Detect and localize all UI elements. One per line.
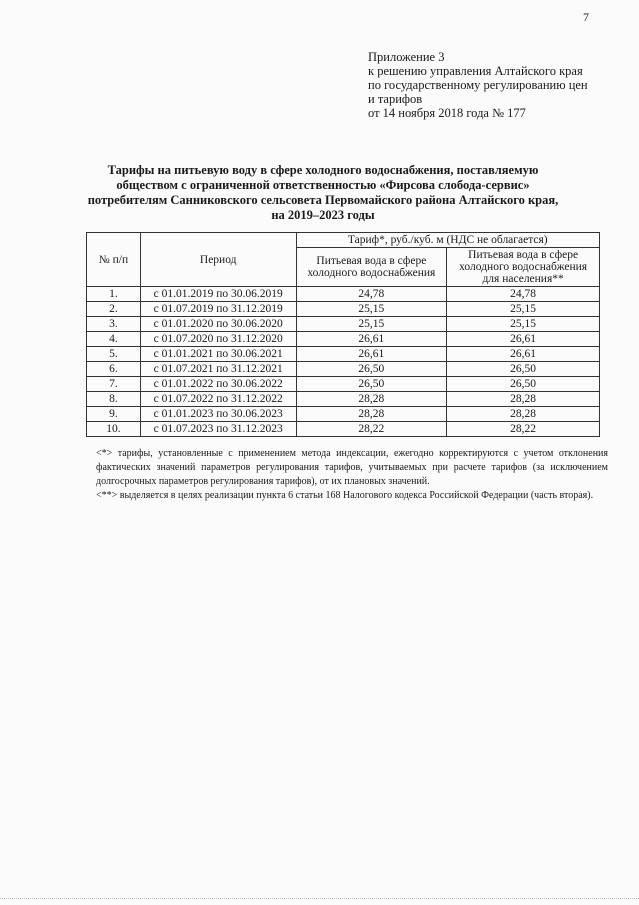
cell-population: 25,15 — [447, 302, 600, 317]
cell-number: 10. — [87, 422, 141, 437]
header-water: Питьевая вода в сфере холодного водоснабжения — [296, 248, 447, 287]
header-water-population: Питьевая вода в сфере холодного водоснабжения для населения** — [447, 248, 600, 287]
cell-number: 6. — [87, 362, 141, 377]
table-row — [87, 422, 600, 437]
appendix-line: и тарифов — [368, 92, 423, 106]
cell-population: 28,22 — [447, 422, 600, 437]
footnote-2: <**> выделяется в целях реализации пункта 6 статьи 168 Налогового кодекса Российской Федерации (часть вторая). — [96, 490, 594, 501]
page-number: 7 — [583, 10, 589, 24]
cell-number: 9. — [87, 407, 141, 422]
cell-population: 25,15 — [447, 317, 600, 332]
appendix-line: от 14 ноября 2018 года № 177 — [368, 106, 526, 120]
table-row — [87, 347, 600, 362]
cell-population: 24,78 — [447, 287, 600, 302]
footnote-1: <*> тарифы, установленные с применением метода индексации, ежегодно корректируются с учетом отклонения фактических значений параметров регулирования тарифов, учитываемых при расчете тарифов (за исключением долгосрочных параметров регулирования тарифов), от их плановых значений. — [96, 448, 608, 487]
appendix-header — [368, 50, 618, 120]
header-number: № п/п — [87, 233, 141, 287]
cell-period: с 01.07.2020 по 31.12.2020 — [140, 332, 296, 347]
appendix-line: Приложение 3 — [368, 50, 445, 64]
cell-water: 25,15 — [296, 302, 447, 317]
cell-number: 5. — [87, 347, 141, 362]
table-row — [87, 377, 600, 392]
table-header-row — [87, 233, 600, 248]
cell-water: 26,50 — [296, 362, 447, 377]
cell-water: 26,50 — [296, 377, 447, 392]
appendix-line: по государственному регулированию цен — [368, 78, 588, 92]
cell-number: 8. — [87, 392, 141, 407]
cell-population: 26,61 — [447, 347, 600, 362]
cell-water: 28,28 — [296, 407, 447, 422]
cell-period: с 01.07.2019 по 31.12.2019 — [140, 302, 296, 317]
table-row — [87, 392, 600, 407]
cell-period: с 01.01.2020 по 30.06.2020 — [140, 317, 296, 332]
title-line: обществом с ограниченной ответственностью «Фирсова слобода-сервис» — [116, 178, 530, 192]
document-title — [78, 163, 568, 223]
table-row — [87, 407, 600, 422]
title-line: потребителям Санниковского сельсовета Первомайского района Алтайского края, — [87, 193, 559, 207]
cell-number: 3. — [87, 317, 141, 332]
cell-water: 26,61 — [296, 347, 447, 362]
cell-water: 28,22 — [296, 422, 447, 437]
table-row — [87, 332, 600, 347]
cell-period: с 01.07.2021 по 31.12.2021 — [140, 362, 296, 377]
cell-water: 28,28 — [296, 392, 447, 407]
cell-period: с 01.01.2019 по 30.06.2019 — [140, 287, 296, 302]
table-row — [87, 362, 600, 377]
cell-period: с 01.01.2021 по 30.06.2021 — [140, 347, 296, 362]
tariff-table — [86, 232, 600, 437]
cell-number: 7. — [87, 377, 141, 392]
cell-population: 26,61 — [447, 332, 600, 347]
header-tariff-group: Тариф*, руб./куб. м (НДС не облагается) — [296, 233, 600, 248]
title-line: на 2019–2023 годы — [271, 208, 375, 222]
cell-period: с 01.07.2023 по 31.12.2023 — [140, 422, 296, 437]
header-period: Период — [140, 233, 296, 287]
cell-number: 1. — [87, 287, 141, 302]
table-row — [87, 287, 600, 302]
cell-population: 28,28 — [447, 407, 600, 422]
table-row — [87, 317, 600, 332]
footnotes — [96, 447, 608, 503]
cell-water: 24,78 — [296, 287, 447, 302]
scan-edge-line — [0, 898, 639, 899]
table-body — [87, 287, 600, 437]
cell-period: с 01.07.2022 по 31.12.2022 — [140, 392, 296, 407]
cell-population: 26,50 — [447, 377, 600, 392]
cell-period: с 01.01.2023 по 30.06.2023 — [140, 407, 296, 422]
title-line: Тарифы на питьевую воду в сфере холодного водоснабжения, поставляемую — [107, 163, 539, 177]
table-row — [87, 302, 600, 317]
cell-population: 28,28 — [447, 392, 600, 407]
appendix-line: к решению управления Алтайского края — [368, 64, 583, 78]
cell-water: 25,15 — [296, 317, 447, 332]
cell-number: 4. — [87, 332, 141, 347]
cell-period: с 01.01.2022 по 30.06.2022 — [140, 377, 296, 392]
cell-water: 26,61 — [296, 332, 447, 347]
cell-number: 2. — [87, 302, 141, 317]
cell-population: 26,50 — [447, 362, 600, 377]
